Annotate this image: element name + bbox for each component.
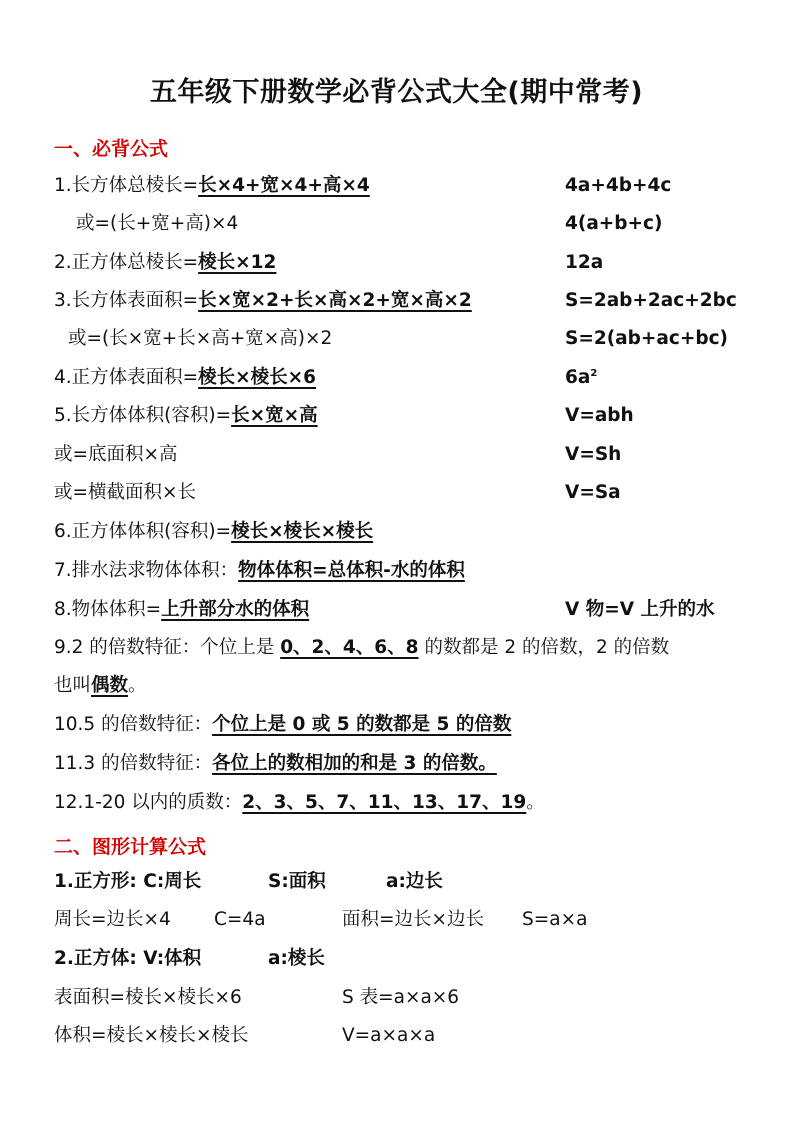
formula-row-1b [0, 208, 793, 240]
shape-symbol-s: S:面积 [268, 871, 326, 892]
formula-alt: 或=横截面积×长 [54, 482, 197, 503]
formula-row-9 [0, 632, 793, 664]
formula-symbolic: S=2(ab+ac+bc) [565, 328, 728, 349]
formula-label: 6.正方体体积(容积)= [54, 521, 232, 542]
formula-answer: 各位上的数相加的和是 3 的倍数。 [212, 753, 497, 774]
formula-row-5b [0, 439, 793, 471]
area-symbolic: S=a×a [522, 909, 588, 930]
perimeter-symbolic: C=4a [214, 909, 266, 930]
formula-row-12: 12.1-20 以内的质数：2、3、5、7、11、13、17、19。 [54, 792, 545, 813]
formula-row-9b: 也叫偶数。 [54, 675, 147, 696]
formula-answer: 个位上是 0 或 5 的数都是 5 的倍数 [212, 714, 512, 735]
formula-label: 8.物体体积= [54, 599, 162, 620]
section-heading-2: 二、图形计算公式 [54, 836, 207, 858]
formula-label: 2.正方体总棱长= [54, 252, 199, 273]
formula-alt: 或=(长+宽+高)×4 [76, 213, 239, 234]
formula-symbolic: 12a [565, 252, 604, 273]
formula-answer: 长×宽×高 [231, 405, 318, 426]
formula-answer: 物体体积=总体积-水的体积 [238, 560, 465, 581]
formula-label: 1.长方体总棱长= [54, 175, 199, 196]
formula-text: 也叫 [54, 675, 92, 696]
shape-heading: 2.正方体: V:体积 [54, 948, 202, 969]
formula-symbolic: S=2ab+2ac+2bc [565, 290, 737, 311]
formula-answer: 长×宽×2+长×高×2+宽×高×2 [198, 290, 472, 311]
formula-symbolic: 4(a+b+c) [565, 213, 663, 234]
formula-answer: 2、3、5、7、11、13、17、19 [242, 792, 527, 813]
formula-row-6 [0, 516, 793, 548]
formula-label: 4.正方体表面积= [54, 367, 199, 388]
formula-label: 11.3 的倍数特征： [54, 753, 213, 774]
formula-symbolic: 4a+4b+4c [565, 175, 672, 196]
formula-symbolic: V=Sa [565, 482, 621, 503]
formula-row-5c [0, 477, 793, 509]
formula-label: 5.长方体体积(容积)= [54, 405, 232, 426]
formula-text: 的数都是 2 的倍数，2 的倍数 [418, 637, 670, 658]
formula-alt: 或=(长×宽+长×高+宽×高)×2 [68, 328, 333, 349]
volume-formula: 体积=棱长×棱长×棱长 [54, 1025, 249, 1046]
formula-answer: 棱长×12 [198, 252, 277, 273]
formula-alt: 或=底面积×高 [54, 444, 178, 465]
formula-row-7 [0, 555, 793, 587]
formula-label: 9.2 的倍数特征：个位上是 [54, 637, 281, 658]
formula-row-2 [0, 247, 793, 279]
shape-heading: 1.正方形: C:周长 [54, 871, 202, 892]
surface-symbolic: S 表=a×a×6 [342, 987, 460, 1008]
shape-heading-square [0, 866, 793, 898]
page-title: 五年级下册数学必背公式大全(期中常考) [149, 77, 644, 108]
shape-formula-row [0, 904, 793, 936]
shape-symbol-a: a:棱长 [268, 948, 325, 969]
formula-row-11 [0, 748, 793, 780]
formula-symbolic: $6a^2$ [565, 367, 598, 388]
area-formula: 面积=边长×边长 [342, 909, 485, 930]
shape-symbol-a: a:边长 [386, 871, 443, 892]
formula-row-3 [0, 285, 793, 317]
formula-answer: 上升部分水的体积 [161, 599, 310, 620]
formula-row-4 [0, 362, 793, 394]
shape-formula-row [0, 982, 793, 1014]
formula-row-3b [0, 323, 793, 355]
formula-answer: 偶数 [91, 675, 129, 696]
formula-answer: 0、2、4、6、8 [280, 637, 419, 658]
formula-label: 10.5 的倍数特征： [54, 714, 213, 735]
perimeter-formula: 周长=边长×4 [54, 909, 171, 930]
formula-label: 3.长方体表面积= [54, 290, 199, 311]
formula-label: 12.1-20 以内的质数： [54, 792, 243, 813]
formula-row-1 [0, 170, 793, 202]
formula-row-5 [0, 400, 793, 432]
surface-formula: 表面积=棱长×棱长×6 [54, 987, 242, 1008]
formula-label: 7.排水法求物体体积： [54, 560, 239, 581]
formula-row-8 [0, 594, 793, 626]
formula-symbolic: V 物=V 上升的水 [565, 599, 715, 620]
section-heading-1: 一、必背公式 [54, 138, 169, 160]
volume-symbolic: V=a×a×a [342, 1025, 436, 1046]
formula-answer: 棱长×棱长×6 [198, 367, 317, 388]
formula-row-10 [0, 709, 793, 741]
shape-heading-cube [0, 943, 793, 975]
shape-formula-row [0, 1020, 793, 1052]
formula-answer: 长×4+宽×4+高×4 [198, 175, 370, 196]
formula-answer: 棱长×棱长×棱长 [231, 521, 374, 542]
formula-symbolic: V=abh [565, 405, 634, 426]
formula-symbolic: V=Sh [565, 444, 622, 465]
